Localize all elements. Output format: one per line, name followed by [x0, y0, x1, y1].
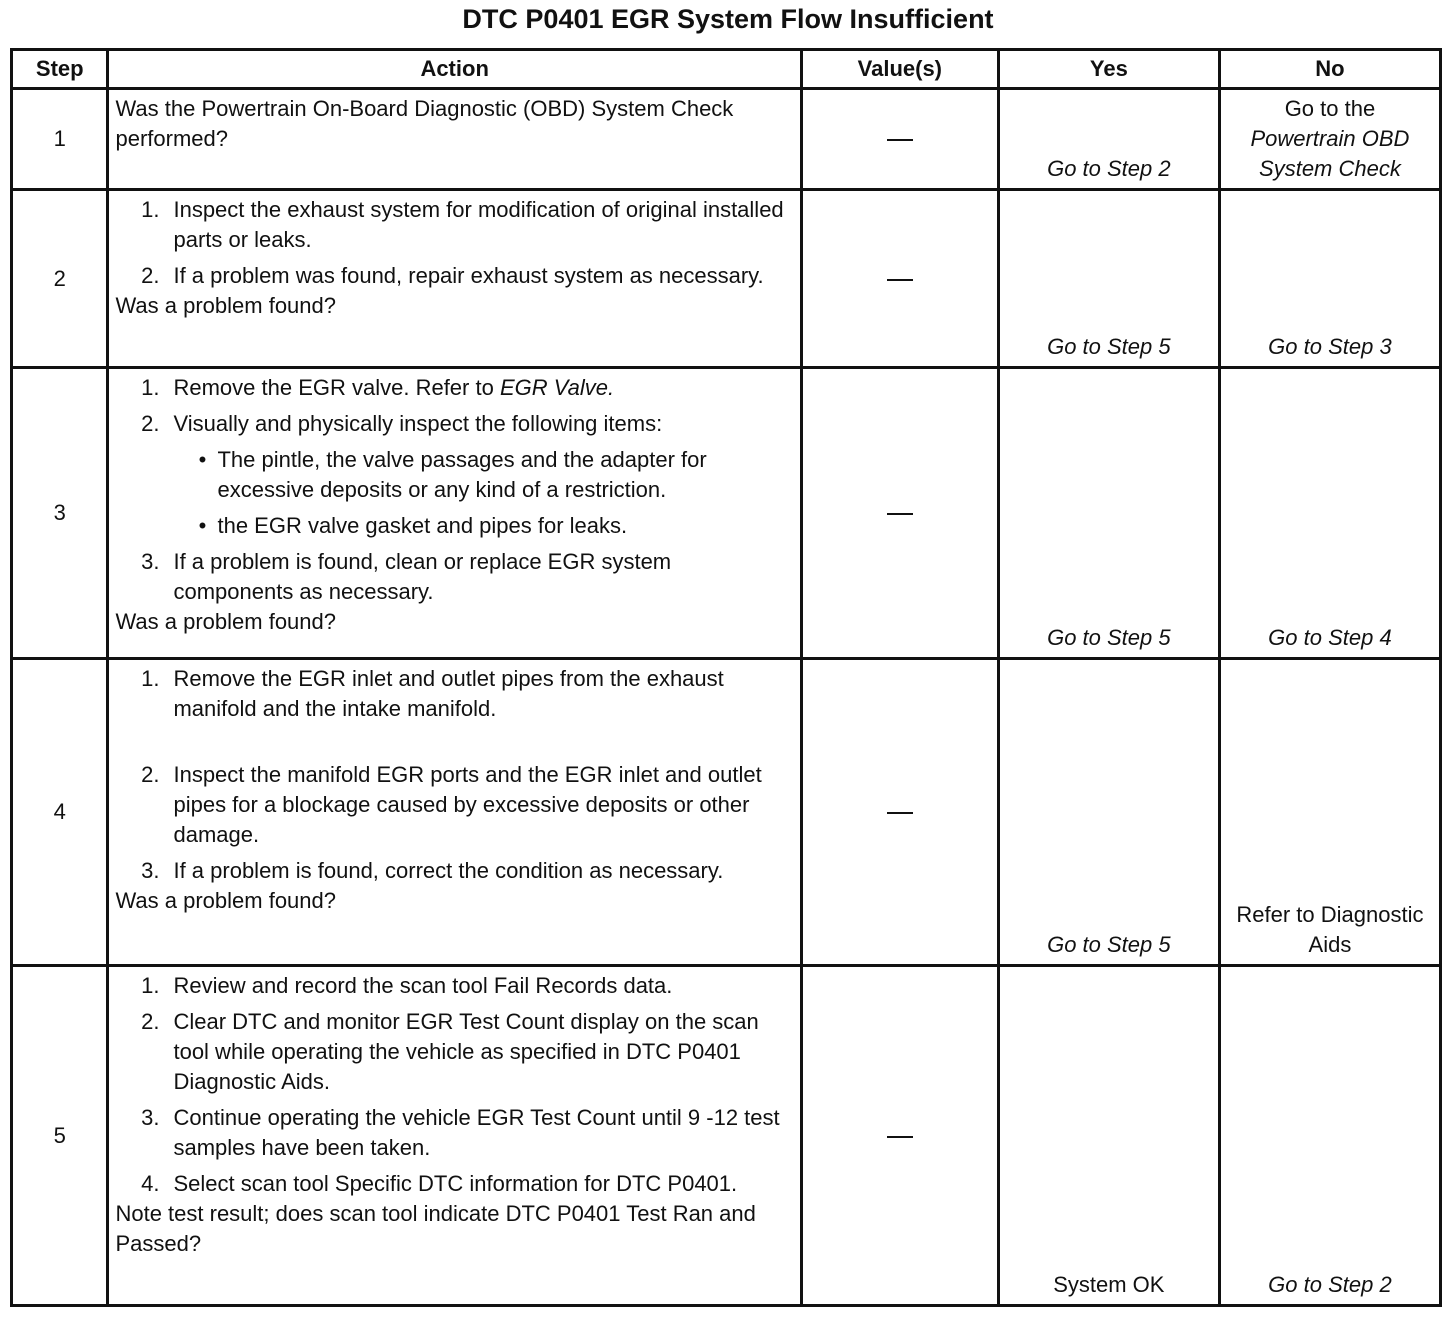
value-dash — [887, 513, 913, 515]
action-item: 1. Remove the EGR inlet and outlet pipes from the exhaust manifold and the intake manifold. — [141, 666, 724, 721]
action-item: 3. If a problem is found, clean or replace EGR system components as necessary. — [141, 549, 672, 604]
yes-cell — [998, 89, 1219, 190]
action-item: 3. If a problem is found, correct the condition as necessary. — [141, 858, 724, 883]
value-cell — [801, 966, 998, 1306]
header-action: Action — [108, 50, 801, 89]
header-row — [12, 50, 1441, 89]
no-cell — [1219, 89, 1440, 190]
yes-link[interactable]: Go to Step 5 — [1047, 932, 1171, 957]
action-item: 2. Clear DTC and monitor EGR Test Count display on the scan tool while operating the vehicle as specified in DTC P0401 Diagnostic Aids. — [141, 1009, 759, 1094]
yes-cell — [998, 966, 1219, 1306]
action-item: 4. Select scan tool Specific DTC information for DTC P0401. — [141, 1171, 738, 1196]
no-link[interactable]: Go to Step 3 — [1268, 334, 1392, 359]
table-row — [12, 190, 1441, 368]
action-item: 1. Inspect the exhaust system for modification of original installed parts or leaks. — [141, 197, 784, 252]
diagnostic-table — [10, 48, 1442, 1307]
value-dash — [887, 279, 913, 281]
action-question: Was a problem found? — [115, 609, 336, 634]
step-number: 5 — [12, 966, 108, 1306]
yes-cell — [998, 659, 1219, 966]
header-values: Value(s) — [801, 50, 998, 89]
yes-cell — [998, 368, 1219, 659]
no-text: Go to the — [1284, 96, 1376, 121]
no-cell — [1219, 368, 1440, 659]
no-cell — [1219, 659, 1440, 966]
no-link[interactable]: Powertrain OBD System Check — [1250, 126, 1410, 181]
action-cell — [108, 89, 801, 190]
action-item: 2. If a problem was found, repair exhaust system as necessary. — [141, 263, 764, 288]
action-cell — [108, 659, 801, 966]
action-cell — [108, 966, 801, 1306]
step-number: 3 — [12, 368, 108, 659]
no-cell — [1219, 966, 1440, 1306]
value-dash — [887, 139, 913, 141]
table-row — [12, 966, 1441, 1306]
value-dash — [887, 1136, 913, 1138]
value-cell — [801, 368, 998, 659]
step-number: 1 — [12, 89, 108, 190]
yes-cell — [998, 190, 1219, 368]
action-question: Was a problem found? — [115, 293, 336, 318]
egr-valve-link[interactable]: EGR Valve. — [499, 375, 615, 400]
value-dash — [887, 812, 913, 814]
no-link[interactable]: Go to Step 4 — [1268, 625, 1392, 650]
table-row — [12, 89, 1441, 190]
action-question: Was the Powertrain On-Board Diagnostic (OBD) System Check performed? — [115, 96, 734, 151]
action-item: 2. Visually and physically inspect the following items: — [141, 411, 663, 436]
action-question: Note test result; does scan tool indicate DTC P0401 Test Ran and Passed? — [115, 1201, 756, 1256]
header-yes: Yes — [998, 50, 1219, 89]
action-bullet: • The pintle, the valve passages and the adapter for excessive deposits or any kind of a restriction. — [198, 447, 707, 502]
value-cell — [801, 190, 998, 368]
action-cell — [108, 368, 801, 659]
action-question: Was a problem found? — [115, 888, 336, 913]
value-cell — [801, 659, 998, 966]
action-item: 3. Continue operating the vehicle EGR Test Count until 9 -12 test samples have been taken. — [141, 1105, 780, 1160]
step-number: 4 — [12, 659, 108, 966]
action-item: 2. Inspect the manifold EGR ports and the EGR inlet and outlet pipes for a blockage caused by excessive deposits or other damage. — [141, 762, 762, 847]
action-cell — [108, 190, 801, 368]
no-link[interactable]: Go to Step 2 — [1268, 1272, 1392, 1297]
yes-link[interactable]: Go to Step 5 — [1047, 625, 1171, 650]
value-cell — [801, 89, 998, 190]
header-step: Step — [12, 50, 108, 89]
action-item: 1. Remove the EGR valve. Refer to EGR Valve. — [141, 375, 615, 400]
header-no: No — [1219, 50, 1440, 89]
yes-link[interactable]: Go to Step 5 — [1047, 334, 1171, 359]
yes-text: System OK — [1053, 1272, 1165, 1297]
page-title: DTC P0401 EGR System Flow Insufficient — [462, 4, 994, 34]
step-number: 2 — [12, 190, 108, 368]
table-row — [12, 659, 1441, 966]
action-bullet: • the EGR valve gasket and pipes for leaks. — [198, 513, 628, 538]
no-link[interactable]: Refer to Diagnostic Aids — [1236, 902, 1424, 957]
yes-link[interactable]: Go to Step 2 — [1047, 156, 1171, 181]
table-row — [12, 368, 1441, 659]
no-cell — [1219, 190, 1440, 368]
action-item: 1. Review and record the scan tool Fail Records data. — [141, 973, 673, 998]
